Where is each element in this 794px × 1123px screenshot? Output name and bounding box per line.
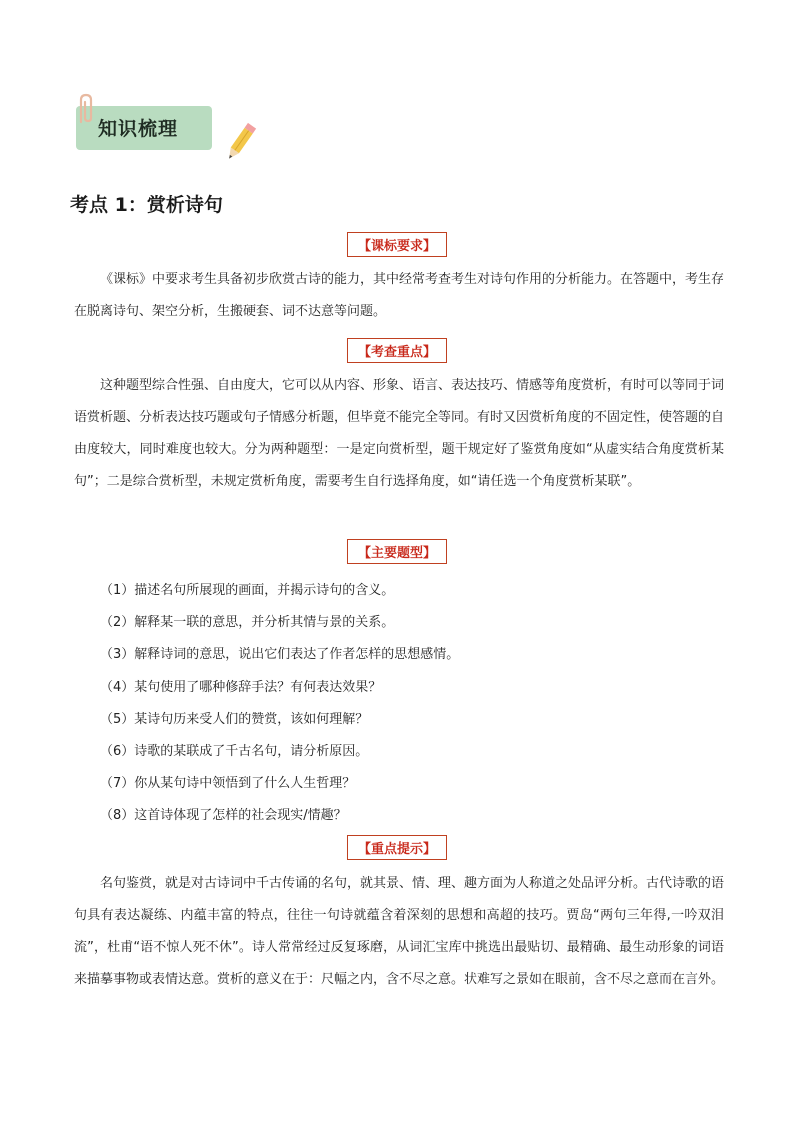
list-item: （4）某句使用了哪种修辞手法？有何表达效果？: [100, 679, 382, 695]
section-title: 考点 1：赏析诗句: [70, 194, 223, 216]
list-item: （8）这首诗体现了怎样的社会现实/情趣？: [100, 808, 347, 824]
tag-requirement: 【课标要求】: [347, 232, 447, 257]
pencil-icon: [220, 120, 260, 166]
section-banner: [70, 98, 260, 168]
list-item: （3）解释诗词的意思，说出它们表达了作者怎样的思想感情。: [100, 647, 460, 663]
banner-title: 知识梳理: [98, 118, 179, 140]
tips-paragraph: 名句鉴赏，就是对古诗词中千古传诵的名句，就其景、情、理、趣方面为人称道之处品评分析。古代诗歌的语句具有表达凝练、内蕴丰富的特点，往往一句诗就蕴含着深刻的思想和高超的技巧。贾岛“两句三年得,一吟双泪流”，杜甫“语不惊人死不休”。诗人常常经过反复琢磨，从词汇宝库中挑选出最贴切、最精确、最生动形象的词语来描摹事物或表情达意。赏析的意义在于：尺幅之内，含不尽之意。状难写之景如在眼前，含不尽之意而在言外。: [74, 876, 725, 987]
list-item: （1）描述名句所展现的画面，并揭示诗句的含义。: [100, 583, 395, 598]
tag-focus: 【考查重点】: [347, 338, 447, 363]
list-item: （6）诗歌的某联成了千古名句，请分析原因。: [100, 744, 369, 760]
requirement-paragraph: 《课标》中要求考生具备初步欣赏古诗的能力，其中经常考查考生对诗句作用的分析能力。在答题中，考生存在脱离诗句、架空分析，生搬硬套、词不达意等问题。: [74, 272, 725, 319]
focus-paragraph: 这种题型综合性强、自由度大，它可以从内容、形象、语言、表达技巧、情感等角度赏析，有时可以等同于词语赏析题、分析表达技巧题或句子情感分析题，但毕竟不能完全等同。有时又因赏析角度的不固定性，使答题的自由度较大，同时难度也较大。分为两种题型：一是定向赏析型，题干规定好了鉴赏角度如“从虚实结合角度赏析某句”；二是综合赏析型，未规定赏析角度，需要考生自行选择角度，如“请任选一个角度赏析某联”。: [74, 378, 725, 489]
tag-tips: 【重点提示】: [347, 835, 447, 860]
list-item: （2）解释某一联的意思，并分析其情与景的关系。: [100, 615, 395, 631]
tag-types: 【主要题型】: [347, 539, 447, 564]
list-item: （7）你从某句诗中领悟到了什么人生哲理？: [100, 776, 356, 792]
question-type-list: [100, 575, 459, 833]
list-item: （5）某诗句历来受人们的赞赏，该如何理解？: [100, 711, 369, 727]
